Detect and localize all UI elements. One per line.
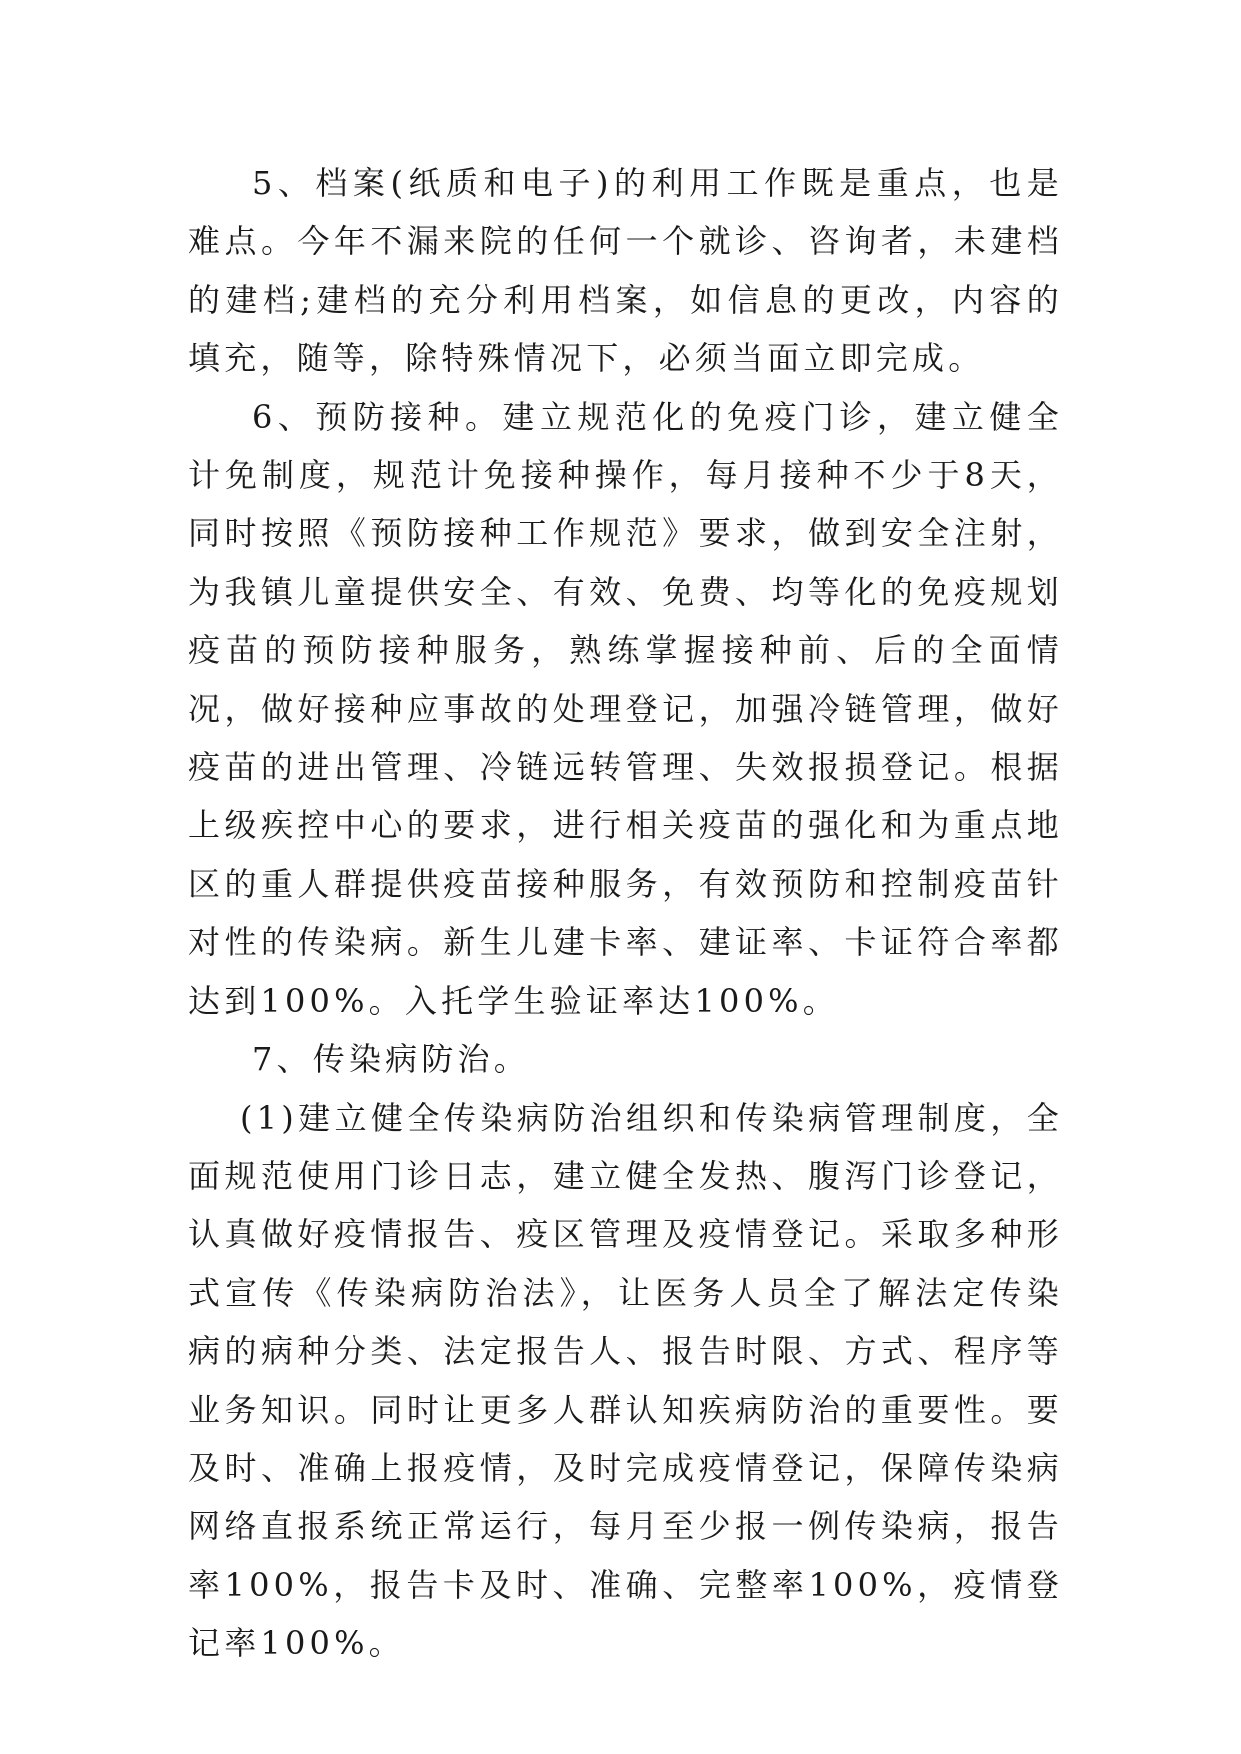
paragraph-archive-usage: 5、档案(纸质和电子)的利用工作既是重点，也是难点。今年不漏来院的任何一个就诊、咨询者，未建档的建档;建档的充分利用档案，如信息的更改，内容的填充，随等，除特殊情况下，必须当面立即完成。 [188,164,1063,378]
paragraph-infectious-disease-management: (1)建立健全传染病防治组织和传染病管理制度，全面规范使用门诊日志，建立健全发热、腹泻门诊登记，认真做好疫情报告、疫区管理及疫情登记。采取多种形式宣传《传染病防治法》，让医务人员全了解法定传染病的病种分类、法定报告人、报告时限、方式、程序等业务知识。同时让更多人群认知疾病防治的重要性。要及时、准确上报疫情，及时完成疫情登记，保障传染病网络直报系统正常运行，每月至少报一例传染病，报告率100%，报告卡及时、准确、完整率100%，疫情登记率100%。 [188,1098,1063,1663]
paragraph-infectious-disease-heading: 7、传染病防治。 [252,1040,530,1079]
paragraph-vaccination: 6、预防接种。建立规范化的免疫门诊，建立健全计免制度，规范计免接种操作，每月接种不少于8天，同时按照《预防接种工作规范》要求，做到安全注射，为我镇儿童提供安全、有效、免费、均等化的免疫规划疫苗的预防接种服务，熟练掌握接种前、后的全面情况，做好接种应事故的处理登记，加强冷链管理，做好疫苗的进出管理、冷链远转管理、失效报损登记。根据上级疾控中心的要求，进行相关疫苗的强化和为重点地区的重人群提供疫苗接种服务，有效预防和控制疫苗针对性的传染病。新生儿建卡率、建证率、卡证符合率都达到100%。入托学生验证率达100%。 [188,397,1063,1020]
document-body [188,154,1063,1673]
